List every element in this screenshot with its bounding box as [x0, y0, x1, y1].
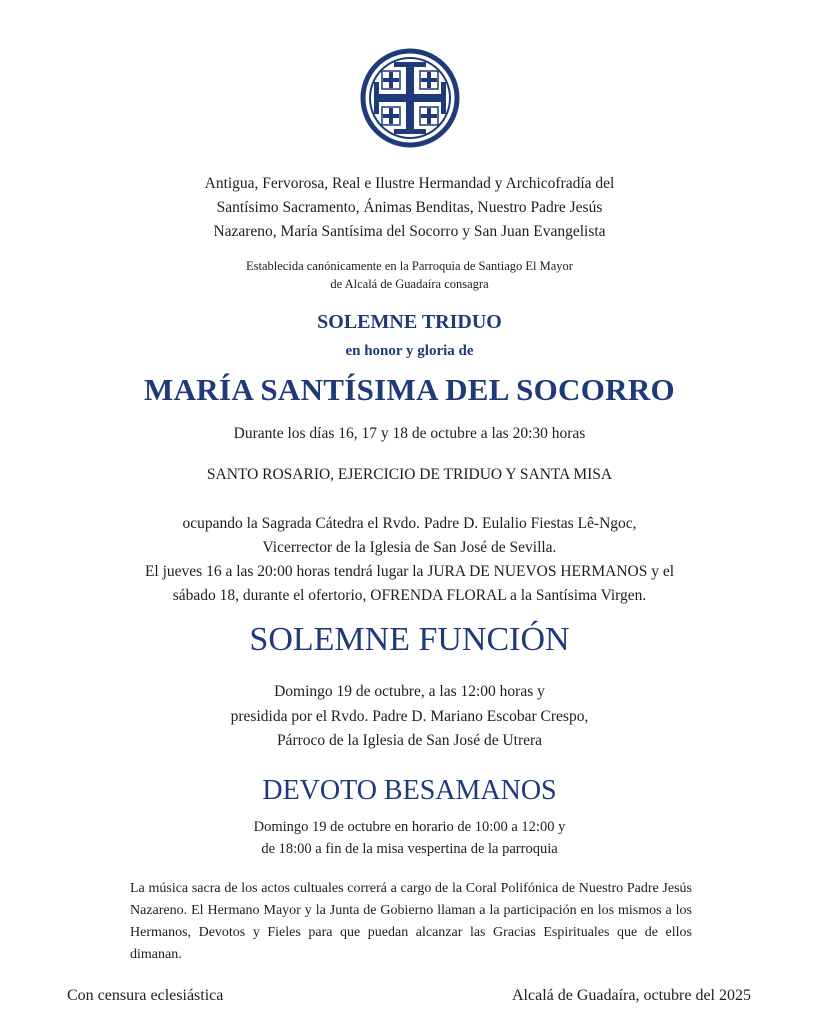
brotherhood-name-line: Nazareno, María Santísima del Socorro y San Juan Evangelista — [213, 223, 606, 240]
music-paragraph: La música sacra de los actos cultuales correrá a cargo de la Coral Polifónica de Nuestro Padre Jesús Nazareno. El Hermano Mayor y la Junta de Gobierno llaman a la participación en los mismos a los Hermanos, Devotos y Fieles para que puedan alcanzar las Gracias Espirituales que de ellos dimanan. — [130, 881, 692, 962]
funcion-title: SOLEMNE FUNCIÓN — [249, 621, 570, 658]
besamanos-details — [0, 816, 819, 860]
funcion-line: Párroco de la Iglesia de San José de Utrera — [276, 732, 543, 749]
triduo-title: SOLEMNE TRIDUO — [317, 311, 502, 333]
preacher-line: sábado 18, durante el ofertorio, OFRENDA FLORAL a la Santísima Virgen. — [172, 587, 647, 604]
honoree-title: MARÍA SANTÍSIMA DEL SOCORRO — [144, 372, 675, 407]
funcion-line: Domingo 19 de octubre, a las 12:00 horas y — [274, 683, 545, 700]
established-note — [0, 257, 819, 293]
established-line: Establecida canónicamente en la Parroquia de Santiago El Mayor — [246, 259, 573, 273]
funcion-details — [0, 680, 819, 754]
besamanos-title: DEVOTO BESAMANOS — [262, 775, 557, 806]
triduo-preacher — [0, 512, 819, 608]
besamanos-line: Domingo 19 de octubre en horario de 10:00 a 12:00 y — [253, 819, 566, 835]
brotherhood-name — [0, 172, 819, 244]
triduo-subtitle: en honor y gloria de — [345, 343, 474, 359]
preacher-line: El jueves 16 a las 20:00 horas tendrá lugar la JURA DE NUEVOS HERMANOS y el — [144, 563, 675, 580]
censure-note: Con censura eclesiástica — [67, 987, 224, 1004]
triduo-days: Durante los días 16, 17 y 18 de octubre a las 20:30 horas — [233, 425, 586, 442]
place-date: Alcalá de Guadaíra, octubre del 2025 — [511, 987, 751, 1004]
preacher-line: ocupando la Sagrada Cátedra el Rvdo. Padre D. Eulalio Fiestas Lê-Ngoc, — [182, 515, 637, 532]
funcion-line: presidida por el Rvdo. Padre D. Mariano Escobar Crespo, — [230, 707, 589, 725]
preacher-line: Vicerrector de la Iglesia de San José de Sevilla. — [262, 539, 557, 556]
triduo-acts: SANTO ROSARIO, EJERCICIO DE TRIDUO Y SANTA MISA — [206, 466, 613, 483]
brotherhood-seal-icon — [360, 48, 460, 148]
brotherhood-name-line: Santísimo Sacramento, Ánimas Benditas, Nuestro Padre Jesús — [216, 199, 603, 216]
established-line: de Alcalá de Guadaíra consagra — [330, 277, 489, 291]
besamanos-line: de 18:00 a fin de la misa vespertina de la parroquia — [261, 841, 558, 857]
brotherhood-name-line: Antigua, Fervorosa, Real e Ilustre Hermandad y Archicofradía del — [204, 175, 615, 192]
